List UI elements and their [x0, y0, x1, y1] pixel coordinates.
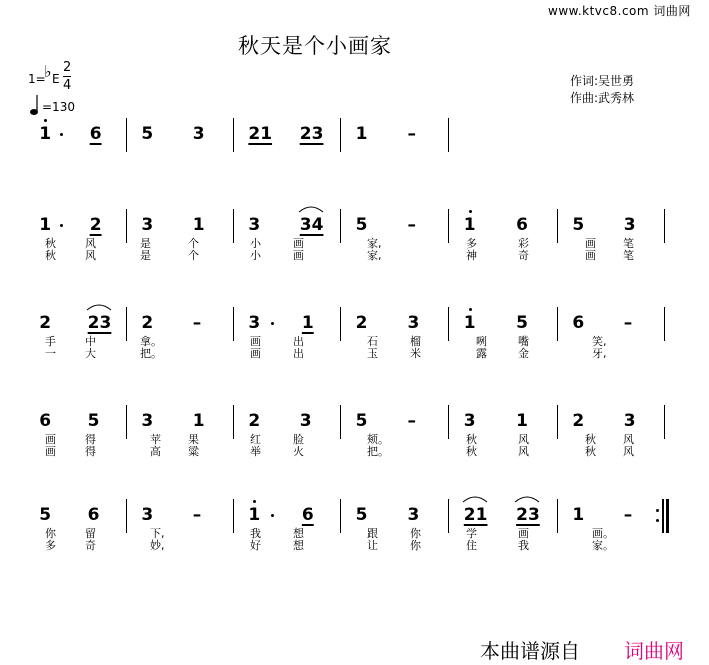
high-octave-dot [44, 119, 47, 122]
jianpu-note: 6 [516, 215, 528, 235]
high-octave-dot [253, 500, 256, 503]
barline [448, 118, 449, 152]
lyric-syllable: 多 [45, 539, 56, 552]
jianpu-note: 21 [248, 124, 273, 144]
lyric-syllable: 玉 [367, 347, 378, 360]
barline [448, 209, 449, 243]
flat-symbol: ♭ [44, 62, 52, 81]
jianpu-note: 3 [141, 505, 154, 525]
jianpu-note: 2 [39, 313, 52, 333]
slur-arc [462, 495, 488, 503]
lyric-syllable: 小 [250, 249, 261, 262]
lyric-syllable: 手 [45, 335, 56, 348]
lyric-syllable: 苹 [150, 433, 161, 446]
final-barline-thick [666, 499, 669, 533]
high-octave-dot [469, 308, 472, 311]
jianpu-note: 1 [463, 215, 476, 235]
slur-arc [298, 205, 324, 213]
jianpu-note: 2 [89, 215, 102, 235]
high-octave-dot [469, 210, 472, 213]
tempo-value: =130 [42, 100, 75, 114]
lyric-syllable: 一 [45, 347, 56, 360]
lyric-syllable: 秋 [45, 237, 56, 250]
footer-source: 本曲谱源自 [480, 639, 580, 663]
jianpu-note: 2 [355, 313, 368, 333]
jianpu-note: 3 [141, 411, 154, 431]
repeat-dot [656, 519, 659, 522]
time-signature [63, 60, 71, 93]
jianpu-note: 2 [572, 411, 585, 431]
footer-brand: 词曲网 [624, 639, 684, 663]
lyric-syllable: 秋 [466, 433, 477, 446]
jianpu-note: 1 [39, 124, 52, 144]
augmentation-dot [60, 133, 63, 136]
jianpu-note: 3 [299, 411, 312, 431]
lyric-syllable: 露 [476, 347, 487, 360]
lyric-syllable: 想 [293, 539, 304, 552]
jianpu-note: – [407, 411, 416, 431]
lyric-syllable: 把。 [140, 347, 162, 360]
jianpu-note: 5 [39, 505, 52, 525]
barline [557, 405, 558, 439]
barline [126, 209, 127, 243]
lyric-syllable: 风 [85, 237, 96, 250]
lyric-syllable: 画 [250, 347, 261, 360]
lyric-syllable: 妙, [150, 539, 165, 552]
lyric-syllable: 是 [140, 249, 151, 262]
lyric-syllable: 奇 [518, 249, 529, 262]
lyric-syllable: 秋 [45, 249, 56, 262]
lyric-syllable: 跟 [367, 527, 378, 540]
jianpu-note: 3 [248, 215, 261, 235]
lyric-syllable: 你 [410, 527, 421, 540]
barline [233, 405, 234, 439]
lyric-syllable: 得 [85, 433, 96, 446]
jianpu-note: 3 [463, 411, 476, 431]
jianpu-note: 1 [516, 411, 528, 431]
site-watermark: www.ktvc8.com 词曲网 [548, 4, 691, 18]
lyric-syllable: 好 [250, 539, 261, 552]
lyric-syllable: 画 [250, 335, 261, 348]
lyric-syllable: 出 [293, 335, 304, 348]
song-title: 秋天是个小画家 [238, 34, 392, 58]
lyric-syllable: 果 [188, 433, 199, 446]
slur-arc [514, 495, 540, 503]
lyric-syllable: 大 [85, 347, 96, 360]
jianpu-note: 5 [355, 505, 368, 525]
barline [233, 118, 234, 152]
jianpu-note: – [623, 313, 633, 333]
lyric-syllable: 金 [518, 347, 529, 360]
lyric-syllable: 神 [466, 249, 477, 262]
lyric-syllable: 个 [188, 237, 199, 250]
barline [557, 307, 558, 341]
lyric-syllable: 画 [585, 237, 596, 250]
jianpu-note: 1 [192, 215, 205, 235]
barline [126, 118, 127, 152]
lyric-syllable: 笔 [623, 249, 634, 262]
barline [448, 499, 449, 533]
jianpu-note: 5 [355, 215, 368, 235]
jianpu-note: 1 [463, 313, 476, 333]
lyric-syllable: 我 [518, 539, 529, 552]
barline [340, 307, 341, 341]
lyric-syllable: 得 [85, 445, 96, 458]
jianpu-note: 34 [299, 215, 324, 235]
jianpu-note: – [192, 313, 202, 333]
lyric-syllable: 你 [410, 539, 421, 552]
lyric-syllable: 留 [85, 527, 96, 540]
barline [557, 209, 558, 243]
barline [126, 307, 127, 341]
jianpu-note: 6 [39, 411, 52, 431]
jianpu-note: 1 [248, 505, 261, 525]
barline [340, 405, 341, 439]
lyric-syllable: 画 [293, 249, 304, 262]
jianpu-note: 2 [141, 313, 154, 333]
barline [664, 405, 665, 439]
barline [557, 499, 558, 533]
jianpu-note: – [192, 505, 202, 525]
jianpu-note: 5 [516, 313, 528, 333]
augmentation-dot [271, 514, 274, 517]
barline [233, 499, 234, 533]
lyric-syllable: 火 [293, 445, 304, 458]
lyric-syllable: 石 [367, 335, 378, 348]
jianpu-note: – [407, 124, 416, 144]
augmentation-dot [271, 322, 274, 325]
jianpu-note: 1 [355, 124, 368, 144]
jianpu-note: 6 [87, 505, 100, 525]
barline [126, 405, 127, 439]
lyric-syllable: 秋 [585, 445, 596, 458]
lyric-syllable: 颊。 [367, 433, 389, 446]
lyric-syllable: 举 [250, 445, 261, 458]
lyric-syllable: 咧 [476, 335, 487, 348]
final-barline-thin [662, 499, 664, 533]
lyric-syllable: 高 [150, 445, 161, 458]
lyric-syllable: 粱 [188, 445, 199, 458]
lyric-syllable: 秋 [585, 433, 596, 446]
barline [448, 405, 449, 439]
composer-credit: 作曲:武秀林 [570, 91, 635, 105]
lyric-syllable: 把。 [367, 445, 389, 458]
lyric-syllable: 想 [293, 527, 304, 540]
lyric-syllable: 画 [585, 249, 596, 262]
lyric-syllable: 风 [518, 433, 529, 446]
barline [448, 307, 449, 341]
lyric-syllable: 我 [250, 527, 261, 540]
lyric-syllable: 风 [518, 445, 529, 458]
lyric-syllable: 是 [140, 237, 151, 250]
lyric-syllable: 笔 [623, 237, 634, 250]
lyric-syllable: 个 [188, 249, 199, 262]
jianpu-note: 3 [623, 411, 636, 431]
jianpu-note: 23 [299, 124, 324, 144]
lyric-syllable: 红 [250, 433, 261, 446]
lyric-syllable: 拿。 [140, 335, 162, 348]
jianpu-note: 3 [623, 215, 636, 235]
jianpu-note: 3 [141, 215, 154, 235]
lyric-syllable: 画 [518, 527, 529, 540]
lyric-syllable: 让 [367, 539, 378, 552]
jianpu-note: 1 [192, 411, 205, 431]
lyric-syllable: 家, [367, 237, 382, 250]
slur-arc [86, 303, 112, 311]
jianpu-note: 5 [355, 411, 368, 431]
jianpu-note: 5 [87, 411, 100, 431]
barline [126, 499, 127, 533]
barline [233, 307, 234, 341]
lyric-syllable: 出 [293, 347, 304, 360]
lyric-syllable: 脸 [293, 433, 304, 446]
augmentation-dot [60, 224, 63, 227]
key-label: 1= [28, 72, 46, 86]
lyric-syllable: 笑, [592, 335, 607, 348]
repeat-dot [656, 509, 659, 512]
jianpu-note: 3 [407, 313, 420, 333]
lyric-syllable: 中 [85, 335, 96, 348]
lyric-syllable: 家。 [592, 539, 614, 552]
jianpu-note: 6 [89, 124, 102, 144]
lyric-syllable: 你 [45, 527, 56, 540]
lyric-syllable: 画 [45, 445, 56, 458]
jianpu-note: 1 [39, 215, 52, 235]
jianpu-note: 6 [301, 505, 314, 525]
lyric-syllable: 风 [85, 249, 96, 262]
jianpu-note: 3 [192, 124, 205, 144]
lyric-syllable: 奇 [85, 539, 96, 552]
lyric-syllable: 牙, [592, 347, 607, 360]
jianpu-note: 21 [463, 505, 488, 525]
jianpu-note: – [623, 505, 633, 525]
jianpu-note: – [407, 215, 416, 235]
barline [340, 499, 341, 533]
jianpu-note: 1 [572, 505, 585, 525]
lyric-syllable: 风 [623, 445, 634, 458]
lyric-syllable: 多 [466, 237, 477, 250]
barline [664, 307, 665, 341]
jianpu-note: 5 [572, 215, 585, 235]
meter-numerator: 2 [63, 60, 72, 75]
jianpu-note: 3 [248, 313, 261, 333]
lyric-syllable: 米 [410, 347, 421, 360]
jianpu-note: 2 [248, 411, 261, 431]
lyricist-credit: 作词:吴世勇 [570, 74, 635, 88]
jianpu-note: 5 [141, 124, 154, 144]
barline [340, 209, 341, 243]
lyric-syllable: 学 [466, 527, 477, 540]
lyric-syllable: 住 [466, 539, 477, 552]
lyric-syllable: 画 [293, 237, 304, 250]
key-letter: E [52, 72, 60, 86]
jianpu-note: 6 [572, 313, 585, 333]
lyric-syllable: 秋 [466, 445, 477, 458]
barline [233, 209, 234, 243]
lyric-syllable: 画 [45, 433, 56, 446]
jianpu-note: 23 [87, 313, 112, 333]
lyric-syllable: 家, [367, 249, 382, 262]
jianpu-note: 3 [407, 505, 420, 525]
jianpu-note: 1 [301, 313, 314, 333]
lyric-syllable: 嘴 [518, 335, 529, 348]
meter-denominator: 4 [63, 78, 72, 93]
lyric-syllable: 风 [623, 433, 634, 446]
lyric-syllable: 小 [250, 237, 261, 250]
barline [664, 209, 665, 243]
lyric-syllable: 榴 [410, 335, 421, 348]
lyric-syllable: 下, [150, 527, 165, 540]
jianpu-note: 23 [516, 505, 540, 525]
lyric-syllable: 彩 [518, 237, 529, 250]
barline [340, 118, 341, 152]
lyric-syllable: 画。 [592, 527, 614, 540]
